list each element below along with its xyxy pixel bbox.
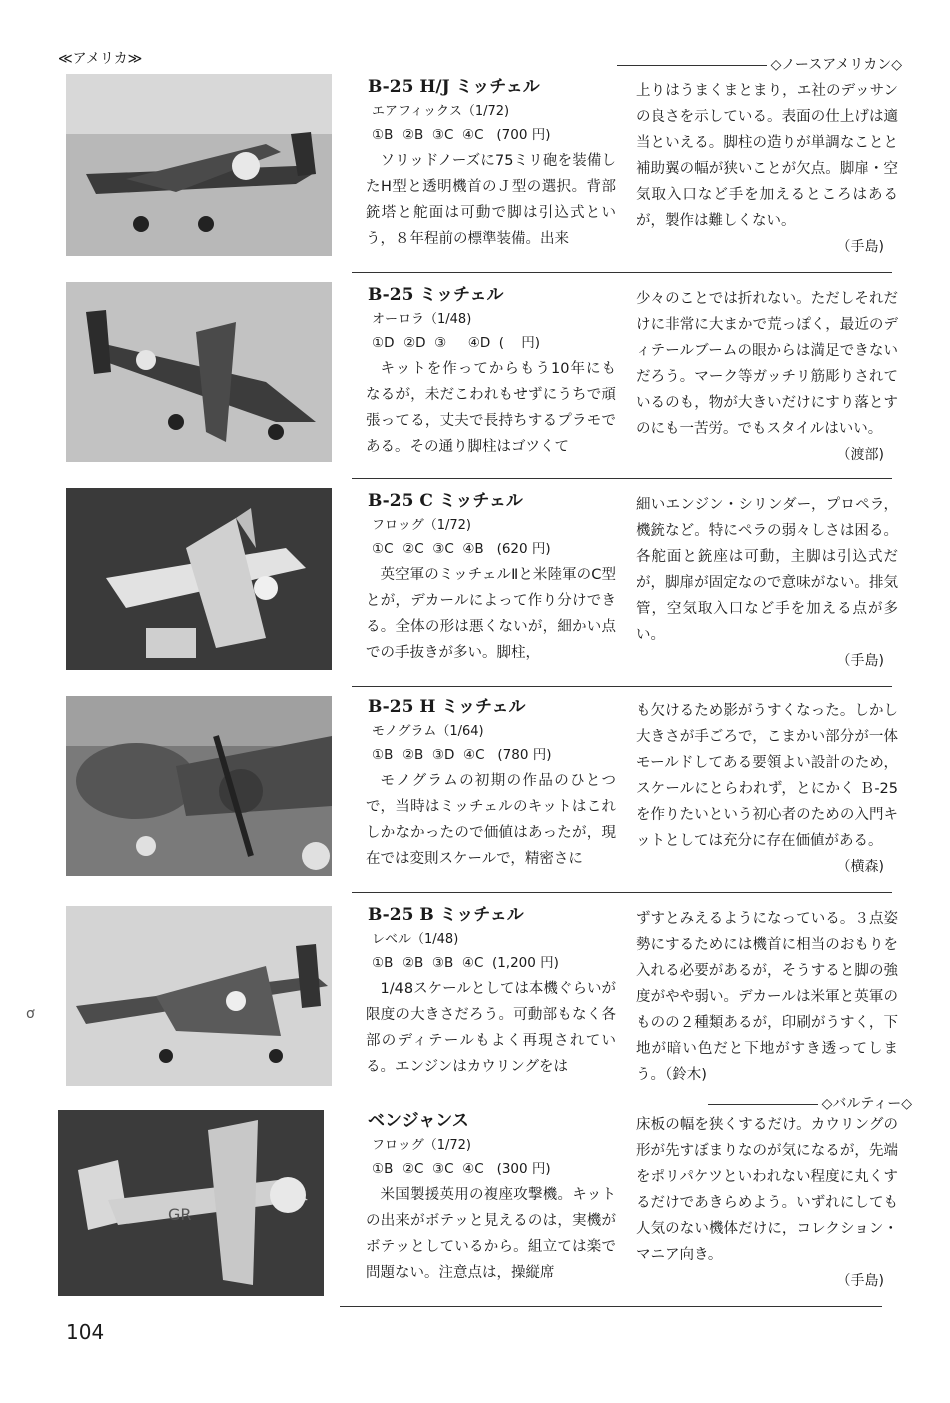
kit-photo	[66, 906, 332, 1086]
review-column-right	[636, 492, 898, 674]
review-text: 英空軍のミッチェルⅡと米陸軍のC型とが，デカールによって作り分けできる。全体の形は悪くないが，細かい点での手抜きが多い。脚柱，	[366, 567, 616, 661]
review-column-left	[366, 904, 616, 1080]
review-text: も欠けるため影がうすくなった。しかし大きさが手ごろで，こまかい部分が一体モールドしてある要領よい設計のため，スケールにとらわれず，とにかく Ｂ-25を作りたいという初心者のための入門キットとしては充分に存在価値がある。	[636, 703, 898, 849]
kit-grades: ①B ②B ③B ④C (1,200 円)	[372, 955, 559, 971]
review-text: 細いエンジン・シリンダー，プロペラ，機銃など。特にペラの弱々しさは困る。各舵面と銃座は可動，主脚は引込式だが，脚扉が固定なので意味がない。排気管，空気取入口など手を加える点が多い。	[636, 497, 898, 643]
reviewer-name: （手島)	[836, 1273, 884, 1289]
maker-tag-north-american: ◇ノースアメリカン◇	[617, 54, 902, 74]
review-column-left	[366, 490, 616, 666]
review-column-right	[636, 78, 898, 260]
review-column-right	[636, 286, 898, 468]
kit-maker: フロッグ（1/72)	[372, 518, 472, 533]
review-column-right	[636, 906, 898, 1088]
review-text: 上りはうまくまとまり，エ社のデッサンの良さを示している。表面の仕上げは適当といえる。脚柱の造りが単調なことと補助翼の幅が狭いことが欠点。脚扉・空気取入口など手を加えるところはあるが，製作は難しくない。	[636, 83, 898, 229]
kit-photo	[66, 74, 332, 256]
review-column-left	[366, 284, 616, 460]
review-column-left	[366, 76, 616, 252]
section-label: ≪アメリカ≫	[58, 51, 143, 67]
review-text: キットを作ってからもう10年にもなるが，未だこわれもせずにうちで頑張ってる，丈夫で長持ちするプラモである。その通り脚柱はゴツくて	[366, 361, 616, 455]
review-text: ソリッドノーズに75ミリ砲を装備したH型と透明機首のＪ型の選択。背部銃塔と舵面は可動で脚は引込式という，８年程前の標準装備。出来	[366, 153, 616, 247]
kit-grades: ①B ②B ③D ④C (780 円)	[372, 747, 552, 763]
kit-grades: ①D ②D ③ ④D ( 円)	[372, 335, 540, 351]
kit-maker: エアフィックス（1/72)	[372, 104, 510, 119]
margin-mark: ơ	[26, 1006, 35, 1022]
kit-grades: ①C ②C ③C ④B (620 円)	[372, 541, 551, 557]
kit-maker: オーロラ（1/48)	[372, 312, 472, 327]
review-text: 床板の幅を狭くするだけ。カウリングの形が先すぼまりなのが気になるが，先端をポリパケツといわれない程度に丸くするだけであきらめよう。いずれにしても人気のない機体だけに，コレクション・マニア向き。	[636, 1117, 898, 1263]
kit-grades: ①B ②B ③C ④C (700 円)	[372, 127, 551, 143]
reviewer-name: （渡部)	[836, 447, 884, 463]
review-text: ずすとみえるようになっている。３点姿勢にするためには機首に相当のおもりを入れる必要があるが，そうすると脚の強度がやや弱い。デカールは米軍と英軍のものの２種類あるが，印刷がうすく，下地が暗い色だと下地がすき透ってしまう。（鈴木)	[636, 911, 898, 1083]
kit-title: ベンジャンス	[368, 1111, 469, 1131]
kit-maker: モノグラム（1/64)	[372, 724, 484, 739]
review-text: 1/48スケールとしては本機ぐらいが限度の大きさだろう。可動部もなく各部のディテールもよく再現されている。エンジンはカウリングをは	[366, 981, 616, 1075]
kit-title: B-25 ミッチェル	[368, 285, 504, 305]
review-column-left	[366, 1110, 616, 1286]
kit-title: B-25 H ミッチェル	[368, 697, 526, 717]
review-text: 米国製援英用の複座攻撃機。キットの出来がボテッと見えるのは，実機がボテッとしているから。組立ては楽で問題ない。注意点は，操縦席	[366, 1187, 616, 1281]
reviewer-name: （手島)	[836, 653, 884, 669]
kit-photo	[66, 696, 332, 876]
maker-tag-vultee: ◇バルティー◇	[708, 1093, 912, 1113]
section-divider	[340, 1306, 882, 1307]
kit-grades: ①B ②C ③C ④C (300 円)	[372, 1161, 551, 1177]
review-text: モノグラムの初期の作品のひとつで，当時はミッチェルのキットはこれしかなかったので価値はあったが，現在では変則スケールで，精密さに	[366, 773, 616, 867]
kit-maker: レベル（1/48)	[372, 932, 459, 947]
kit-photo	[58, 1110, 324, 1296]
review-column-left	[366, 696, 616, 872]
kit-title: B-25 H/J ミッチェル	[368, 77, 540, 97]
kit-photo	[66, 282, 332, 462]
section-divider	[352, 892, 892, 893]
reviewer-name: （横森)	[836, 859, 884, 875]
svg-text:GR: GR	[168, 1205, 192, 1224]
review-column-right	[636, 1112, 898, 1294]
kit-maker: フロッグ（1/72)	[372, 1138, 472, 1153]
review-column-right	[636, 698, 898, 880]
section-divider	[352, 478, 892, 479]
kit-photo	[66, 488, 332, 670]
section-divider	[352, 272, 892, 273]
section-divider	[352, 686, 892, 687]
reviewer-name: （手島)	[836, 239, 884, 255]
review-text: 少々のことでは折れない。ただしそれだけに非常に大まかで荒っぽく，最近のディテールブームの眼からは満足できないだろう。マーク等ガッチリ筋彫りされているのも，物が大きいだけにすり落とすのにも一苦労。でもスタイルはいい。	[636, 291, 898, 437]
kit-title: B-25 C ミッチェル	[368, 491, 523, 511]
page-number: 104	[66, 1320, 105, 1344]
kit-title: B-25 B ミッチェル	[368, 905, 524, 925]
